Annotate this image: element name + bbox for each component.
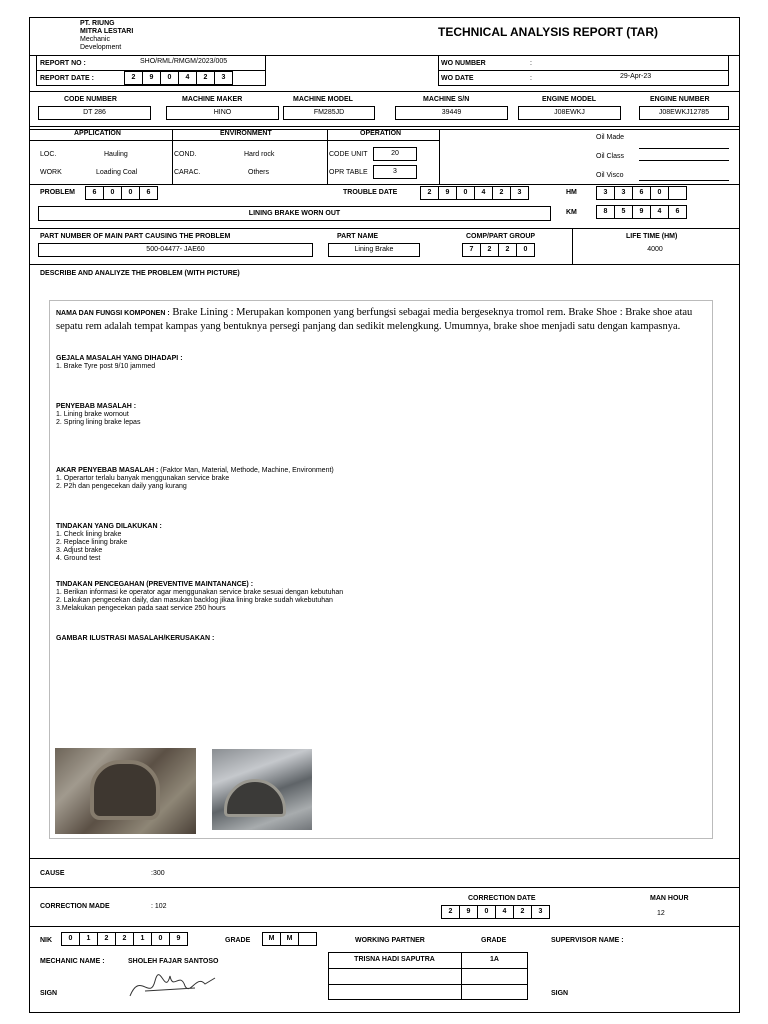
digit-cell: 4 bbox=[495, 905, 514, 919]
correction-made-value: : 102 bbox=[151, 903, 167, 910]
cause-value: :300 bbox=[151, 870, 165, 877]
machine-sn: 39449 bbox=[395, 106, 508, 120]
life-time: 4000 bbox=[647, 246, 663, 253]
digit-cell: 6 bbox=[85, 186, 104, 200]
digit-cell: 9 bbox=[459, 905, 478, 919]
digit-cell: 9 bbox=[632, 205, 651, 219]
digit-cell: 0 bbox=[516, 243, 535, 257]
wo-date: 29-Apr-23 bbox=[620, 73, 652, 80]
digit-cell: 0 bbox=[456, 186, 475, 200]
analysis-content: NAMA DAN FUNGSI KOMPONEN : Brake Lining : Merupakan komponen yang berfungsi sebagai media bergeseknya tromol rem. Brake Shoe : Brake shoe atau sepatu rem adalah tempat kampas yang bentuknya persegi panjang dan sedikit melengkung. Umumnya, brake shoe menjadi satu dengan kampasnya. GEJALA MASALAH YANG DIHADAPI : 1. Brake Tyre post 9/10 jammed PENYEBAB MASALAH : 1. Lining brake wornout 2. Spring lining brake lepas AKAR PENYEBAB MASALAH : (Faktor Man, Material, Methode, Machine, Environment) 1. Operartor terlalu banyak menggunakan service brake 2. P2h dan pengecekan daily yang kurang TINDAKAN YANG DILAKUKAN : 1. Check lining brake 2. Replace lining brake 3. Adjust brake 4. Ground test TINDAKAN PENCEGAHAN (PREVENTIVE MAINTANANCE) : 1. Berikan informasi ke operator agar menggunakan service brake sesuai dengan kebutuhan 2. Lakukan pengecekan daily, dan masukan backlog jikaa lining brake sudah wkebutuhan 3.Melakukan pengecekan pada saat service 250 hours GAMBAR ILUSTRASI MASALAH/KERUSAKAN : bbox=[56, 306, 706, 643]
digit-cell: 1 bbox=[133, 932, 152, 946]
digit-cell: 0 bbox=[151, 932, 170, 946]
engine-model: J08EWKJ bbox=[518, 106, 621, 120]
digit-cell: 1 bbox=[79, 932, 98, 946]
report-title: TECHNICAL ANALYSIS REPORT (TAR) bbox=[438, 25, 659, 39]
digit-cell: 3 bbox=[614, 186, 633, 200]
digit-cell: 7 bbox=[462, 243, 481, 257]
digit-cell: 4 bbox=[178, 71, 197, 85]
analysis-line: 1. Brake Tyre post 9/10 jammed bbox=[56, 363, 156, 370]
digit-cell: 2 bbox=[441, 905, 460, 919]
digit-cell: 3 bbox=[596, 186, 615, 200]
problem-cells bbox=[85, 186, 157, 200]
analysis-line: 3. Adjust brake bbox=[56, 547, 103, 554]
digit-cell: 6 bbox=[632, 186, 651, 200]
digit-cell: 2 bbox=[420, 186, 439, 200]
digit-cell: 0 bbox=[477, 905, 496, 919]
code-number: DT 286 bbox=[38, 106, 151, 120]
digit-cell: 9 bbox=[438, 186, 457, 200]
signature bbox=[125, 966, 220, 1006]
analysis-line: 2. P2h dan pengecekan daily yang kurang bbox=[56, 483, 187, 490]
partner-grade: 1A bbox=[490, 956, 499, 963]
wo-date-label: WO DATE bbox=[441, 75, 474, 82]
partner-name: TRISNA HADI SAPUTRA bbox=[354, 956, 435, 963]
analysis-line: 3.Melakukan pengecekan pada saat service 250 hours bbox=[56, 605, 226, 612]
digit-cell: M bbox=[262, 932, 281, 946]
digit-cell: 2 bbox=[196, 71, 215, 85]
digit-cell: 3 bbox=[214, 71, 233, 85]
grade-cells bbox=[262, 932, 316, 946]
digit-cell: 3 bbox=[531, 905, 550, 919]
man-hour-value: 12 bbox=[657, 910, 665, 917]
hm-cells bbox=[596, 186, 686, 200]
company-name: PT. RIUNG MITRA LESTARI Mechanic Development bbox=[80, 20, 134, 51]
analysis-line: 2. Lakukan pengecekan daily, dan masukan backlog jikaa lining brake sudah wkebutuhan bbox=[56, 597, 333, 604]
digit-cell: 0 bbox=[160, 71, 179, 85]
analysis-line: 1. Check lining brake bbox=[56, 531, 122, 538]
report-no-label: REPORT NO : bbox=[40, 60, 86, 67]
digit-cell: 0 bbox=[103, 186, 122, 200]
digit-cell: 2 bbox=[480, 243, 499, 257]
digit-cell: 8 bbox=[596, 205, 615, 219]
trouble-date-cells bbox=[420, 186, 528, 200]
wo-number-label: WO NUMBER bbox=[441, 60, 486, 67]
digit-cell: 4 bbox=[474, 186, 493, 200]
digit-cell: 0 bbox=[121, 186, 140, 200]
digit-cell: 5 bbox=[614, 205, 633, 219]
digit-cell bbox=[298, 932, 317, 946]
digit-cell: 3 bbox=[510, 186, 529, 200]
report-date-cells bbox=[124, 71, 232, 85]
digit-cell bbox=[668, 186, 687, 200]
worn-lining-photo bbox=[55, 748, 196, 834]
machine-maker: HINO bbox=[166, 106, 279, 120]
digit-cell: 2 bbox=[498, 243, 517, 257]
digit-cell: 2 bbox=[492, 186, 511, 200]
machine-model: FM285JD bbox=[283, 106, 375, 120]
part-group-cells bbox=[462, 243, 534, 257]
analysis-line: 1. Lining brake wornout bbox=[56, 411, 129, 418]
digit-cell: 0 bbox=[650, 186, 669, 200]
digit-cell: 9 bbox=[142, 71, 161, 85]
part-number: 500-04477- JAE60 bbox=[38, 243, 313, 257]
digit-cell: 2 bbox=[115, 932, 134, 946]
digit-cell: 2 bbox=[513, 905, 532, 919]
digit-cell: 6 bbox=[139, 186, 158, 200]
analysis-line: 1. Operartor terlalu banyak menggunakan service brake bbox=[56, 475, 230, 482]
problem-label: PROBLEM bbox=[40, 189, 75, 196]
analysis-line: 2. Spring lining brake lepas bbox=[56, 419, 141, 426]
km-cells bbox=[596, 205, 686, 219]
nik-cells bbox=[61, 932, 187, 946]
digit-cell: 2 bbox=[97, 932, 116, 946]
mechanic-name: SHOLEH FAJAR SANTOSO bbox=[128, 958, 219, 965]
report-date-label: REPORT DATE : bbox=[40, 75, 94, 82]
digit-cell: 2 bbox=[124, 71, 143, 85]
problem-desc: LINING BRAKE WORN OUT bbox=[38, 206, 551, 221]
describe-label: DESCRIBE AND ANALIYZE THE PROBLEM (WITH PICTURE) bbox=[40, 270, 240, 277]
correction-date-cells bbox=[441, 905, 549, 919]
engine-number: J08EWKJ12785 bbox=[639, 106, 729, 120]
digit-cell: M bbox=[280, 932, 299, 946]
digit-cell: 0 bbox=[61, 932, 80, 946]
digit-cell: 4 bbox=[650, 205, 669, 219]
part-name: Lining Brake bbox=[328, 243, 420, 257]
analysis-line: 4. Ground test bbox=[56, 555, 101, 562]
brake-shoe-photo bbox=[212, 749, 312, 830]
analysis-line: 1. Berikan informasi ke operator agar menggunakan service brake sesuai dengan kebutuhan bbox=[56, 589, 344, 596]
analysis-line: 2. Replace lining brake bbox=[56, 539, 128, 546]
report-no: SHO/RML/RMGM/2023/005 bbox=[140, 58, 228, 65]
digit-cell: 9 bbox=[169, 932, 188, 946]
digit-cell: 6 bbox=[668, 205, 687, 219]
